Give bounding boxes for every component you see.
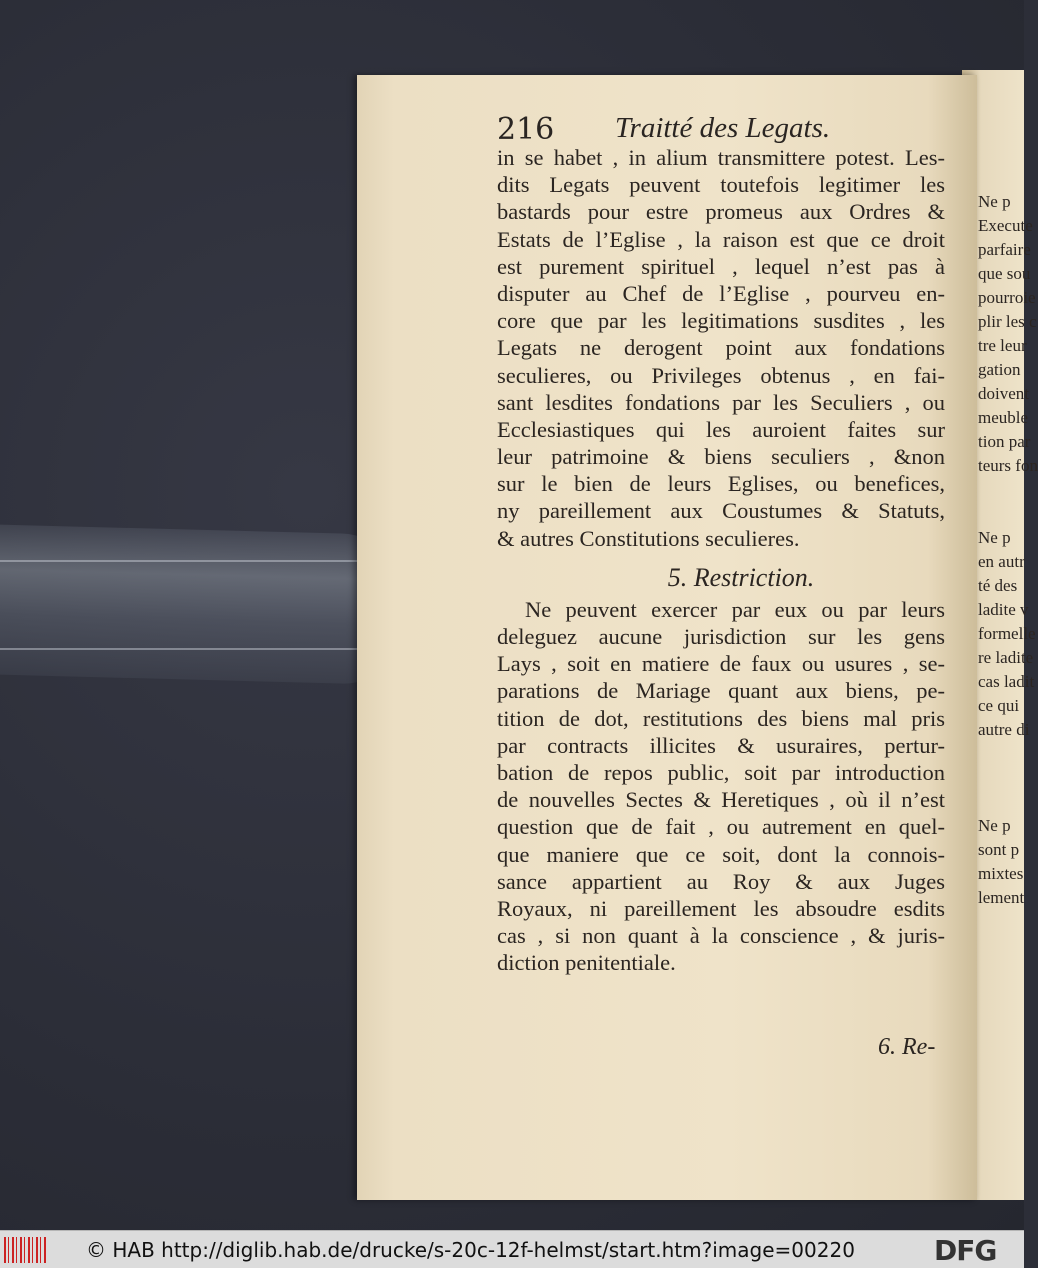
text-line: core que par les legitimations susdites , les xyxy=(497,308,945,334)
facing-text-fragment: Ne p xyxy=(978,192,1011,211)
facing-text-fragment: en autr xyxy=(978,552,1025,571)
facing-text-fragment: meuble xyxy=(978,408,1029,427)
text-line: de nouvelles Sectes & Heretiques , où il n’est xyxy=(497,787,945,813)
copyright-url[interactable]: © HAB http://diglib.hab.de/drucke/s-20c-12f-helmst/start.htm?image=00220 xyxy=(86,1238,855,1262)
text-line: Legats ne derogent point aux fondations xyxy=(497,335,945,361)
facing-text-fragment: cas ladit xyxy=(978,672,1035,691)
text-line: Royaux, ni pareillement les absoudre esdits xyxy=(497,895,945,921)
text-line: bation de repos public, soit par introduction xyxy=(497,759,945,785)
section-heading: 5. Restriction. xyxy=(667,562,815,592)
barcode-icon xyxy=(4,1237,48,1263)
text-line: diction penitentiale. xyxy=(497,950,676,976)
text-line: par contracts illicites & usuraires, pertur- xyxy=(497,732,945,758)
text-line: dits Legats peuvent toutefois legitimer les xyxy=(497,172,945,198)
facing-text-fragment: parfaire xyxy=(978,240,1031,259)
facing-text-fragment: que sou xyxy=(978,264,1031,283)
facing-text-fragment xyxy=(978,790,1024,814)
text-line: Lays , soit en matiere de faux ou usures , se- xyxy=(497,651,945,677)
text-line: Ecclesiastiques qui les auroient faites sur xyxy=(497,416,945,442)
text-line: sur le bien de leurs Eglises, ou benefices, xyxy=(497,471,945,497)
text-line: question que de fait , ou autrement en quel- xyxy=(497,814,945,840)
dfg-logo: DFG xyxy=(934,1234,997,1267)
text-line: Ne peuvent exercer par eux ou par leurs xyxy=(525,596,945,622)
text-line: sant lesdites fondations par les Seculiers , ou xyxy=(497,389,945,415)
text-line: tition de dot, restitutions des biens mal pris xyxy=(497,705,945,731)
facing-text-fragment xyxy=(978,742,1024,766)
text-line: est purement spirituel , lequel n’est pas à xyxy=(497,253,945,279)
text-line: parations de Mariage quant aux biens, pe- xyxy=(497,678,945,704)
facing-text-fragment: Execute xyxy=(978,216,1033,235)
text-line: ny pareillement aux Coustumes & Statuts, xyxy=(497,498,945,524)
text-line: disputer au Chef de l’Eglise , pourveu en- xyxy=(497,280,945,306)
facing-text-fragment: plir les c xyxy=(978,312,1037,331)
facing-text-fragment: tre leur xyxy=(978,336,1027,355)
text-line: bastards pour estre promeus aux Ordres & xyxy=(497,199,945,225)
facing-text-fragment: lement xyxy=(978,888,1025,907)
facing-text-fragment: Ne p xyxy=(978,528,1011,547)
facing-text-fragment: re ladite xyxy=(978,648,1034,667)
text-line: in se habet , in alium transmittere potest. Les- xyxy=(497,145,945,170)
facing-text-fragment: Ne p xyxy=(978,816,1011,835)
text-line: sance appartient au Roy & aux Juges xyxy=(497,868,945,894)
text-line: deleguez aucune jurisdiction sur les gens xyxy=(497,624,945,649)
catchword: 6. Re- xyxy=(878,1034,936,1060)
facing-text-fragment: doivent xyxy=(978,384,1029,403)
facing-text-fragment: ladite v xyxy=(978,600,1029,619)
page-body xyxy=(497,144,945,976)
text-line: seculieres, ou Privileges obtenus , en fai- xyxy=(497,362,945,388)
facing-page-text xyxy=(978,190,1038,910)
facing-text-fragment: pourroie xyxy=(978,288,1036,307)
facing-text-fragment: tion par xyxy=(978,432,1031,451)
viewer-footer xyxy=(0,1230,1024,1268)
paragraph-1 xyxy=(497,144,945,552)
glass-holder-outline xyxy=(0,560,410,650)
facing-text-fragment: mixtes xyxy=(978,864,1024,883)
facing-text-fragment: teurs fon xyxy=(978,456,1038,475)
paragraph-2 xyxy=(497,596,945,977)
facing-text-fragment: gation xyxy=(978,360,1021,379)
facing-text-fragment xyxy=(978,478,1024,502)
facing-text-fragment xyxy=(978,766,1024,790)
facing-text-fragment: ce qui xyxy=(978,696,1020,715)
text-line: & autres Constitutions seculieres. xyxy=(497,525,800,551)
text-line: Estats de l’Eglise , la raison est que ce droit xyxy=(497,226,945,252)
facing-text-fragment xyxy=(978,502,1024,526)
facing-text-fragment: formelle xyxy=(978,624,1036,643)
running-title: Traitté des Legats. xyxy=(615,112,831,144)
text-line: cas , si non quant à la conscience , & juris- xyxy=(497,923,945,949)
facing-text-fragment: té des xyxy=(978,576,1018,595)
page-number: 216 xyxy=(497,112,555,147)
facing-text-fragment: sont p xyxy=(978,840,1020,859)
text-line: leur patrimoine & biens seculiers , &non xyxy=(497,444,945,470)
facing-text-fragment: autre di xyxy=(978,720,1030,739)
text-line: que maniere que ce soit, dont la connois- xyxy=(497,841,945,867)
